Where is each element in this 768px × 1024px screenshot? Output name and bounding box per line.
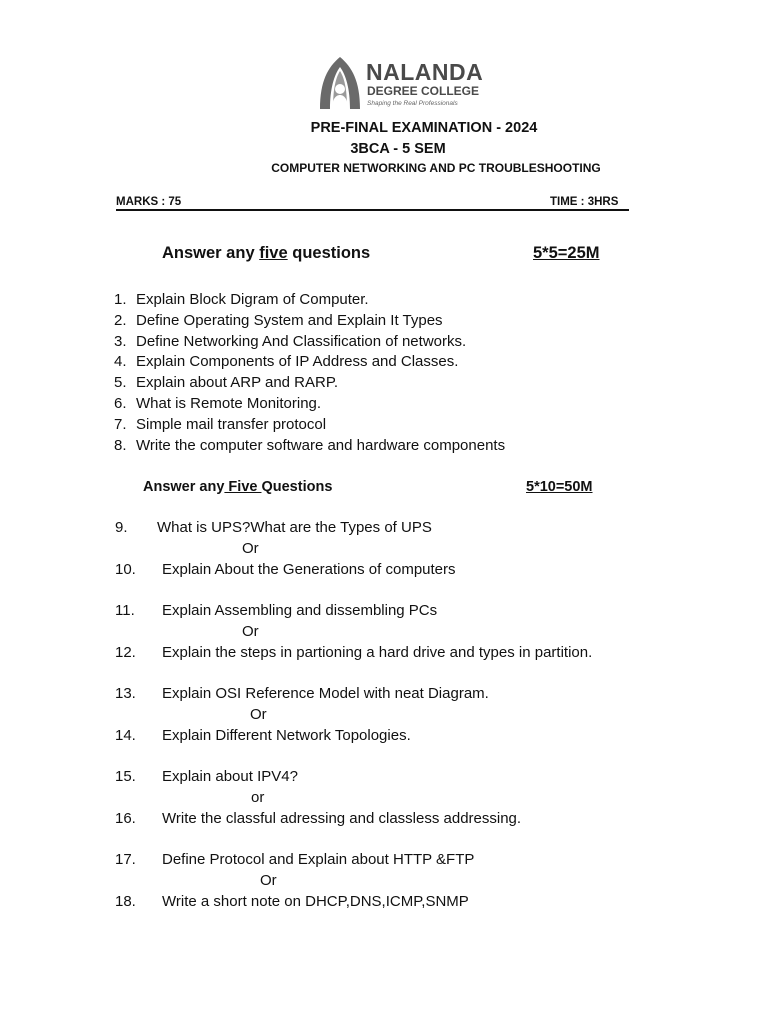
exam-time: TIME : 3HRS (550, 196, 619, 208)
question-number: 13. (115, 685, 136, 702)
question-item: 8. Write the computer software and hardware components (114, 436, 506, 454)
question-number: 16. (115, 810, 136, 827)
section1-heading: Answer any five questions (162, 244, 371, 262)
question-text: Explain About the Generations of computers (162, 561, 456, 578)
or-separator: or (251, 789, 265, 806)
question-item: 1. Explain Block Digram of Computer. (114, 291, 369, 308)
class-label: 3BCA - 5 SEM (350, 141, 446, 157)
question-text: Explain about IPV4? (162, 768, 298, 785)
subject-title: COMPUTER NETWORKING AND PC TROUBLESHOOTING (271, 161, 601, 175)
question-item: 6. What is Remote Monitoring. (114, 394, 322, 412)
question-text: Define Protocol and Explain about HTTP &FTP (162, 851, 475, 868)
question-number: 15. (115, 768, 136, 785)
question-item: 4. Explain Components of IP Address and Classes. (114, 353, 459, 371)
or-separator: Or (242, 623, 259, 640)
question-item: 7. Simple mail transfer protocol (114, 415, 327, 433)
section2-heading: Answer any Five Questions (143, 479, 333, 495)
total-marks: MARKS : 75 (116, 196, 182, 208)
question-number: 10. (115, 561, 136, 578)
question-number: 17. (115, 851, 136, 868)
or-separator: Or (250, 706, 267, 723)
question-number: 18. (115, 893, 136, 910)
question-item: 3. Define Networking And Classification of networks. (114, 332, 467, 350)
question-number: 9. (115, 519, 128, 536)
question-text: Explain Assembling and dissembling PCs (162, 602, 438, 619)
question-text: Explain Different Network Topologies. (162, 727, 411, 744)
question-text: Write the classful adressing and classless addressing. (162, 810, 522, 827)
college-logo-emblem (316, 55, 364, 111)
header-divider (116, 209, 629, 211)
question-number: 12. (115, 644, 136, 661)
logo-subtitle: DEGREE COLLEGE (367, 84, 480, 98)
question-text: Write a short note on DHCP,DNS,ICMP,SNMP (162, 893, 469, 910)
section2-marks: 5*10=50M (526, 479, 593, 495)
exam-title: PRE-FINAL EXAMINATION - 2024 (310, 120, 538, 136)
section1-marks: 5*5=25M (533, 244, 600, 262)
question-number: 11. (115, 602, 135, 619)
question-text: Explain the steps in partioning a hard drive and types in partition. (162, 644, 593, 661)
logo-name: NALANDA (366, 59, 484, 85)
section1-question-list (114, 290, 505, 456)
logo-tagline: Shaping the Real Professionals (367, 100, 458, 107)
question-text: Explain OSI Reference Model with neat Diagram. (162, 685, 489, 702)
question-item: 5. Explain about ARP and RARP. (114, 374, 339, 392)
question-text: What is UPS?What are the Types of UPS (157, 519, 432, 536)
question-item: 2. Define Operating System and Explain It Types (114, 311, 443, 329)
or-separator: Or (242, 540, 259, 557)
question-number: 14. (115, 727, 136, 744)
or-separator: Or (260, 872, 277, 889)
